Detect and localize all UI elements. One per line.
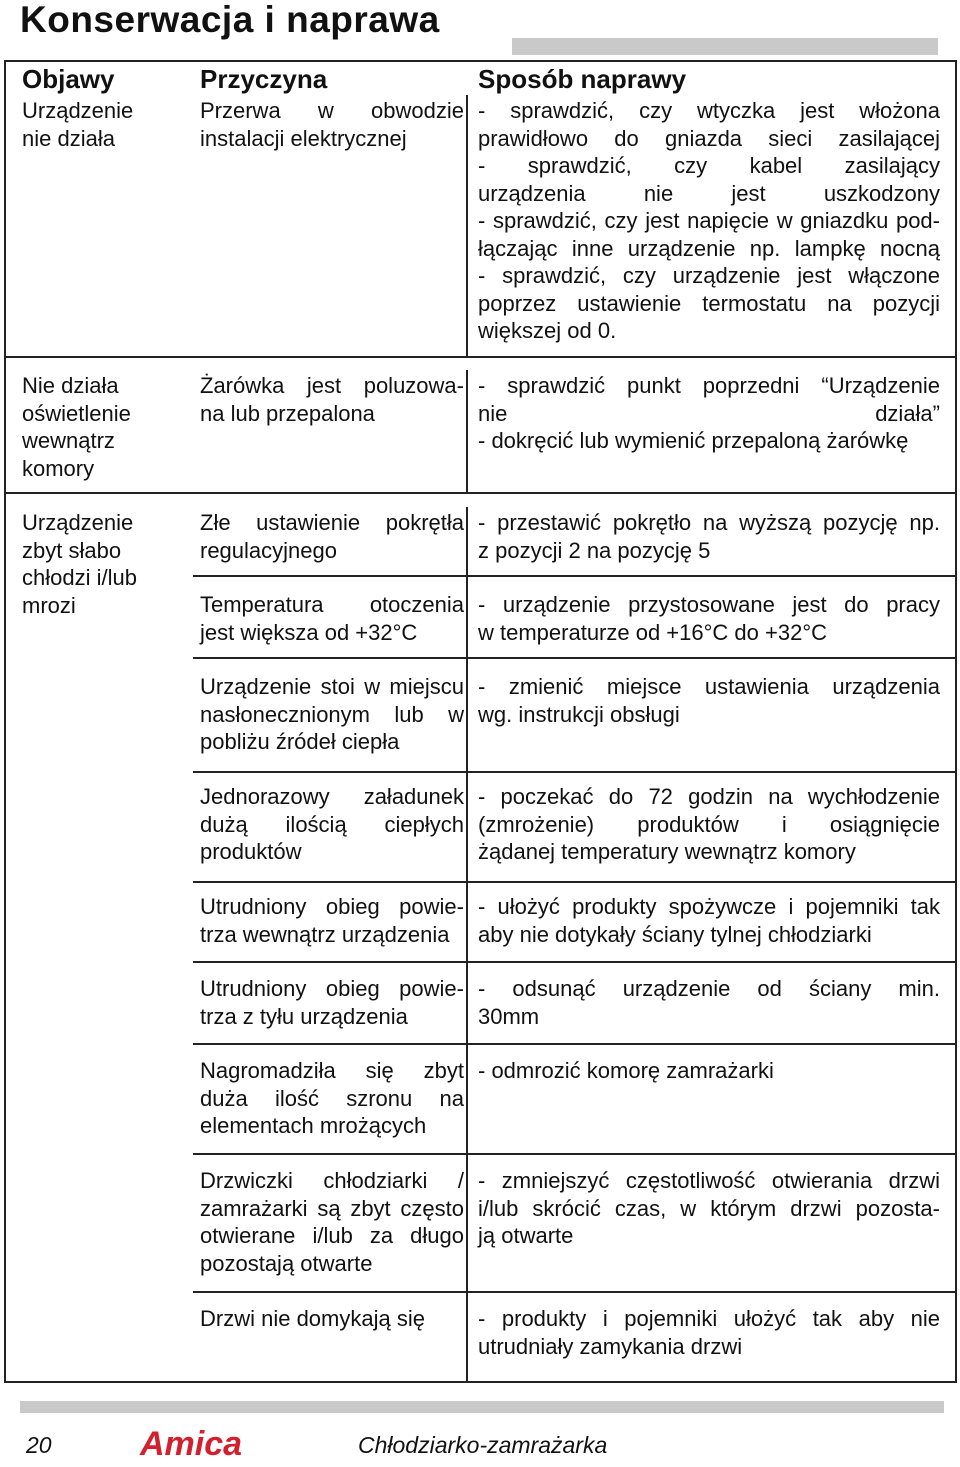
remedy-cell-line: - sprawdzić, czy jest napięcie w gniazdku pod- <box>478 208 940 233</box>
cause-cell-line: instalacji elektrycznej <box>200 125 407 151</box>
cause-cell <box>200 1305 464 1333</box>
remedy-cell <box>478 1057 940 1085</box>
remedy-cell-line: poprzez ustawienie termostatu na pozycji <box>478 290 940 316</box>
remedy-cell <box>478 783 940 866</box>
remedy-cell <box>478 975 940 1030</box>
row-divider <box>193 881 957 883</box>
row-divider <box>4 356 957 358</box>
remedy-cell-line: - dokręcić lub wymienić przepaloną żarówkę <box>478 428 909 453</box>
remedy-cell-line: - odmrozić komorę zamrażarki <box>478 1058 774 1083</box>
cause-cell-line: Drzwiczki chłodziarki / <box>200 1168 464 1193</box>
cause-cell-line: Utrudniony obieg powie- <box>200 976 464 1001</box>
remedy-cell-line: w temperaturze od +16°C do +32°C <box>478 619 828 645</box>
header-symptoms: Objawy <box>22 64 115 94</box>
cause-cell-line: jest większa od +32°C <box>200 619 418 645</box>
cause-cell-line: Drzwi nie domykają się <box>200 1306 425 1331</box>
amica-logo <box>138 1424 256 1464</box>
remedy-cell-line: łączając inne urządzenie np. lampkę nocną <box>478 235 940 261</box>
remedy-cell-line: i/lub skrócić czas, w którym drzwi pozosta- <box>478 1195 940 1221</box>
remedy-cell-line: 30mm <box>478 1003 540 1029</box>
symptom-cell-line: Nie działa <box>22 373 119 398</box>
remedy-cell-line: - sprawdzić, czy wtyczka jest włożona <box>478 98 940 123</box>
cause-cell-line: otwierane i/lub za długo <box>200 1223 464 1248</box>
remedy-cell <box>478 509 940 564</box>
column-divider <box>466 370 468 492</box>
remedy-cell-line: - ułożyć produkty spożywcze i pojemniki tak <box>478 894 940 919</box>
cause-cell-line: produktów <box>200 839 302 864</box>
cause-cell-line: Przerwa w obwodzie <box>200 98 464 123</box>
symptom-cell-line: wewnątrz <box>22 428 115 453</box>
row-divider <box>193 575 957 577</box>
cause-cell-line: na lub przepalona <box>200 400 375 426</box>
row-divider <box>193 1043 957 1045</box>
symptom-cell-line: komory <box>22 455 95 481</box>
symptom-cell-line: nie działa <box>22 125 115 151</box>
cause-cell-line: trza z tyłu urządzenia <box>200 1003 408 1029</box>
remedy-cell-line: wg. instrukcji obsługi <box>478 701 680 727</box>
remedy-cell-line: aby nie dotykały ściany tylnej chłodziarki <box>478 921 872 947</box>
symptom-cell-line: Urządzenie <box>22 98 134 123</box>
footer-product-name: Chłodziarko-zamrażarka <box>358 1432 608 1458</box>
page-title: Konserwacja i naprawa <box>20 0 440 40</box>
cause-cell-line: trza wewnątrz urządzenia <box>200 921 450 947</box>
cause-cell-line: duża ilość szronu na <box>200 1085 464 1111</box>
remedy-cell-line: - odsunąć urządzenie od ściany min. <box>478 976 940 1001</box>
remedy-cell-line: ją otwarte <box>478 1223 574 1248</box>
amica-logo-text: Amica <box>140 1425 243 1463</box>
column-divider <box>466 95 468 356</box>
row-divider <box>4 492 957 494</box>
cause-cell-line: Temperatura otoczenia <box>200 592 464 617</box>
symptom-cell-line: mrozi <box>22 592 76 618</box>
cause-cell-line: dużą ilością ciepłych <box>200 811 464 837</box>
remedy-cell-line: - zmienić miejsce ustawienia urządzenia <box>478 674 940 699</box>
cause-cell-line: Żarówka jest poluzowa- <box>200 373 464 398</box>
remedy-cell <box>478 372 940 455</box>
remedy-cell <box>478 1167 940 1250</box>
cause-cell <box>200 97 464 152</box>
cause-cell-line: Złe ustawienie pokrętła <box>200 510 464 535</box>
cause-cell-line: elementach mrożących <box>200 1113 427 1138</box>
cause-cell <box>200 1057 464 1140</box>
remedy-cell-line: - produkty i pojemniki ułożyć tak aby nie <box>478 1306 940 1331</box>
remedy-cell-line: utrudniały zamykania drzwi <box>478 1333 743 1359</box>
symptom-cell-line: Urządzenie <box>22 510 134 535</box>
header-cause: Przyczyna <box>200 64 328 94</box>
symptom-cell-line: chłodzi i/lub <box>22 565 137 590</box>
remedy-cell-line: - sprawdzić punkt poprzedni “Urządzenie <box>478 373 940 398</box>
remedy-cell-line: z pozycji 2 na pozycję 5 <box>478 537 711 563</box>
cause-cell-line: nasłonecznionym lub w <box>200 701 464 727</box>
column-divider <box>466 507 468 1383</box>
remedy-cell <box>478 1305 940 1360</box>
cause-cell <box>200 783 464 866</box>
cause-cell-line: regulacyjnego <box>200 537 337 563</box>
row-divider <box>193 657 957 659</box>
symptom-cell-line: zbyt słabo <box>22 537 122 563</box>
cause-cell <box>200 975 464 1030</box>
cause-cell-line: Urządzenie stoi w miejscu <box>200 674 464 699</box>
cause-cell <box>200 591 464 646</box>
cause-cell <box>200 673 464 756</box>
symptom-cell <box>22 97 182 152</box>
symptom-cell <box>22 509 182 619</box>
symptom-cell <box>22 372 182 482</box>
remedy-cell-line: (zmrożenie) produktów i osiągnięcie <box>478 811 940 837</box>
remedy-cell-line: - poczekać do 72 godzin na wychłodzenie <box>478 784 940 809</box>
header-remedy: Sposób naprawy <box>478 64 687 94</box>
cause-cell <box>200 372 464 427</box>
remedy-cell-line: - sprawdzić, czy urządzenie jest włączone <box>478 263 940 288</box>
cause-cell-line: pozostają otwarte <box>200 1250 373 1276</box>
symptom-cell-line: oświetlenie <box>22 400 131 426</box>
remedy-cell <box>478 591 940 646</box>
cause-cell-line: Jednorazowy załadunek <box>200 784 464 809</box>
footer-accent-bar <box>20 1401 944 1413</box>
cause-cell <box>200 509 464 564</box>
remedy-cell-line: nie działa” <box>478 400 940 426</box>
cause-cell-line: Utrudniony obieg powie- <box>200 894 464 919</box>
cause-cell-line: zamrażarki są zbyt często <box>200 1195 464 1221</box>
remedy-cell-line: - sprawdzić, czy kabel zasilający <box>478 153 940 178</box>
cause-cell-line: Nagromadziła się zbyt <box>200 1058 464 1083</box>
cause-cell <box>200 893 464 948</box>
remedy-cell-line: prawidłowo do gniazda sieci zasilającej <box>478 125 940 151</box>
row-divider <box>193 1291 957 1293</box>
remedy-cell-line: - przestawić pokrętło na wyższą pozycję np. <box>478 510 940 535</box>
remedy-cell-line: - zmniejszyć częstotliwość otwierania drzwi <box>478 1168 940 1193</box>
cause-cell <box>200 1167 464 1277</box>
remedy-cell <box>478 97 940 345</box>
page-number: 20 <box>26 1432 52 1458</box>
remedy-cell-line: większej od 0. <box>478 318 617 343</box>
row-divider <box>193 961 957 963</box>
cause-cell-line: pobliżu źródeł ciepła <box>200 729 400 754</box>
remedy-cell <box>478 893 940 948</box>
remedy-cell-line: żądanej temperatury wewnątrz komory <box>478 839 856 864</box>
title-accent-bar <box>512 38 938 55</box>
remedy-cell-line: urządzenia nie jest uszkodzony <box>478 180 940 206</box>
remedy-cell-line: - urządzenie przystosowane jest do pracy <box>478 592 940 617</box>
remedy-cell <box>478 673 940 728</box>
row-divider <box>193 1153 957 1155</box>
row-divider <box>193 771 957 773</box>
